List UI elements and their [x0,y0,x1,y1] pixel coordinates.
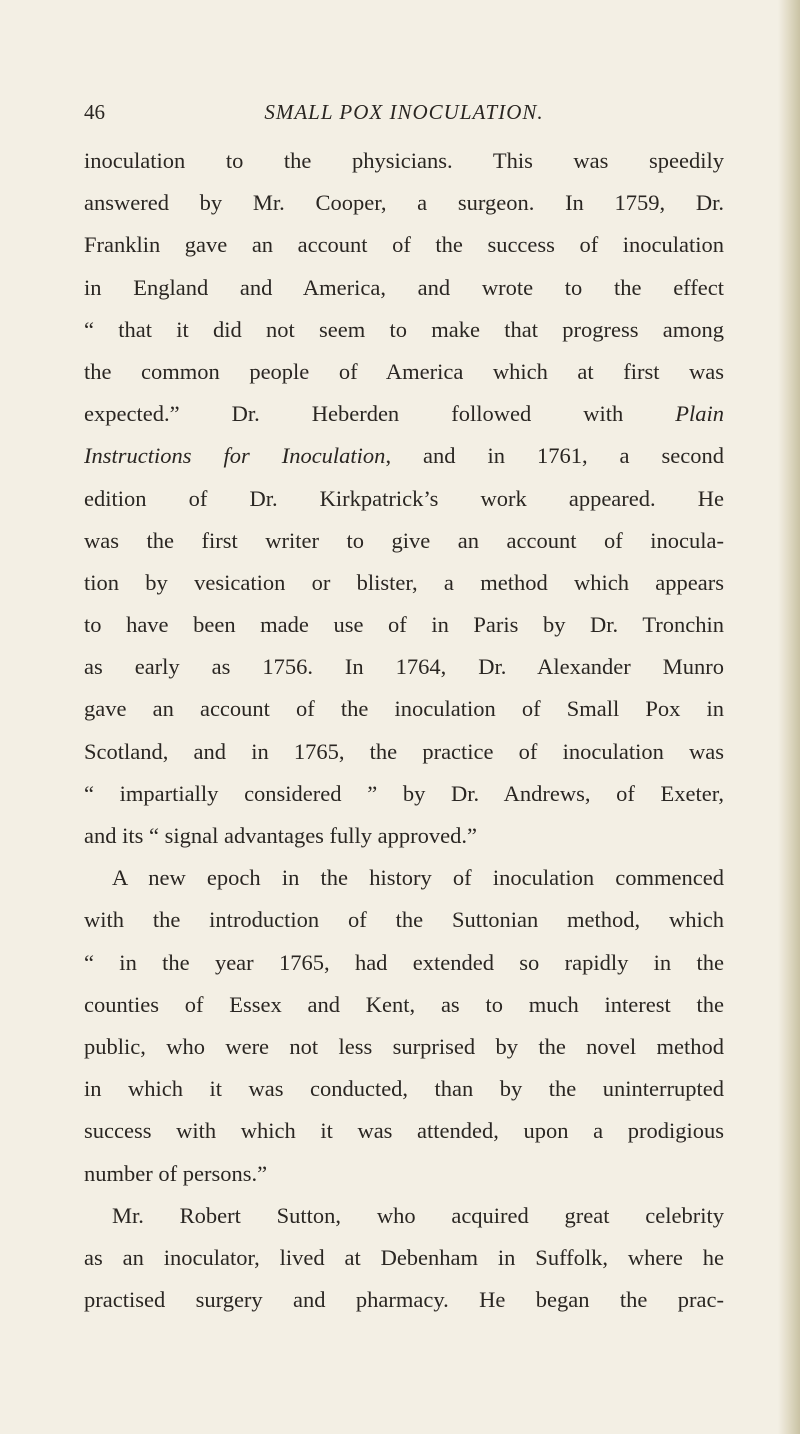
text-line-6: the common people of America which at first was [84,358,724,384]
text-line-11: tion by vesication or blister, a method which appears [84,569,724,595]
text-line-25: number of persons.” [84,1160,268,1186]
text-line-1: inoculation to the physicians. This was speedily [84,148,724,173]
text-line-13: as early as 1756. In 1764, Dr. Alexander Munro [84,654,724,680]
text-line-10: was the first writer to give an account of inocula- [84,527,724,553]
text-line-20: “ in the year 1765, had extended so rapidly in the [84,949,724,975]
running-title: SMALL POX INOCULATION. [264,100,544,124]
text-line-3: Franklin gave an account of the success of inoculation [84,232,724,258]
text-line-18: A new epoch in the history of inoculation commenced [112,865,724,891]
text-line-23: in which it was conducted, than by the uninterrupted [84,1076,724,1102]
text-line-4: in England and America, and wrote to the effect [84,274,724,300]
text-line-16: “ impartially considered ” by Dr. Andrews, of Exeter, [84,780,724,806]
text-line-12: to have been made use of in Paris by Dr. Tronchin [84,612,724,638]
text-line-2: answered by Mr. Cooper, a surgeon. In 1759, Dr. [84,190,724,216]
text-line-19: with the introduction of the Suttonian method, which [84,907,724,933]
text-line-27: as an inoculator, lived at Debenham in Suffolk, where he [84,1244,724,1270]
text-line-8-roman: , and in 1761, a second [385,443,724,469]
text-line-5: “ that it did not seem to make that progress among [84,316,724,342]
page-header [84,100,724,130]
text-line-24: success with which it was attended, upon a prodigious [84,1118,724,1144]
text-line-7-roman: expected.” Dr. Heberden followed with [84,401,676,427]
italic-title-part-1: Plain [675,401,724,427]
text-line-8 [84,435,724,477]
page-number: 46 [84,100,105,124]
text-line-26: Mr. Robert Sutton, who acquired great celebrity [112,1202,724,1228]
text-line-14: gave an account of the inoculation of Small Pox in [84,696,724,722]
text-line-22: public, who were not less surprised by the novel method [84,1033,724,1059]
text-line-17: and its “ signal advantages fully approved.” [84,823,478,848]
text-line-9: edition of Dr. Kirkpatrick’s work appeared. He [84,485,724,511]
text-line-21: counties of Essex and Kent, as to much interest the [84,991,724,1017]
page-edge-shadow [778,0,800,1434]
text-line-28: practised surgery and pharmacy. He began the prac- [84,1287,724,1313]
text-line-7 [84,393,724,435]
italic-title-part-2: Instructions for Inoculation [84,443,386,469]
text-line-15: Scotland, and in 1765, the practice of inoculation was [84,738,724,764]
body-text [84,140,724,1321]
